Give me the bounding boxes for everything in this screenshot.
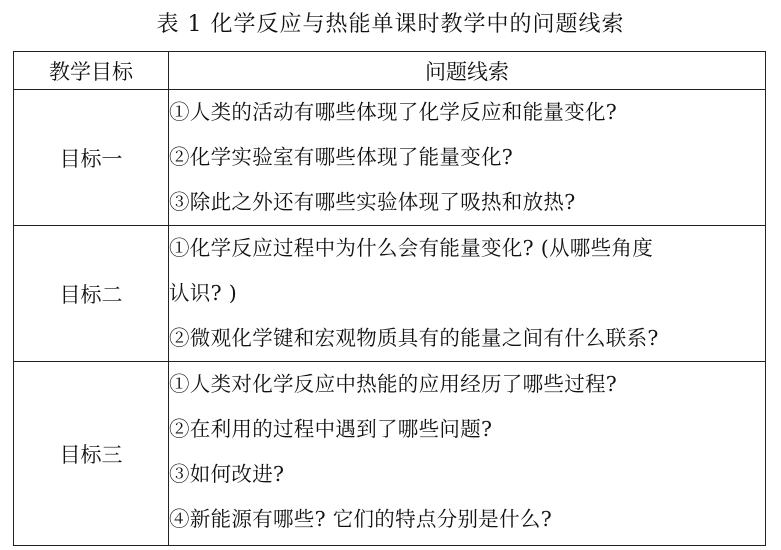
cue-line: ④新能源有哪些? 它们的特点分别是什么? (169, 507, 552, 531)
goal-cell: 目标二 (14, 226, 169, 362)
table-row (14, 226, 766, 362)
table-caption: 表 1 化学反应与热能单课时教学中的问题线索 (156, 12, 625, 37)
goal-cell: 目标一 (14, 90, 169, 226)
cue-cell (169, 226, 766, 362)
cue-line: ①化学反应过程中为什么会有能量变化? (从哪些角度 (169, 236, 654, 260)
question-cue-table (13, 51, 766, 546)
cue-line: ②微观化学键和宏观物质具有的能量之间有什么联系? (169, 326, 659, 350)
cue-line: ②化学实验室有哪些体现了能量变化? (169, 145, 514, 169)
goal-cell: 目标三 (14, 362, 169, 546)
table-row (14, 362, 766, 546)
cue-line: ①人类对化学反应中热能的应用经历了哪些过程? (169, 372, 618, 396)
header-question-cues: 问题线索 (169, 52, 766, 90)
table-row (14, 90, 766, 226)
header-teaching-goal: 教学目标 (14, 52, 169, 90)
cue-line: ①人类的活动有哪些体现了化学反应和能量变化? (169, 100, 618, 124)
cue-line: 认识? ) (169, 281, 238, 305)
table-header-row (14, 52, 766, 90)
cue-line: ③如何改进? (169, 462, 285, 486)
cue-line: ③除此之外还有哪些实验体现了吸热和放热? (169, 190, 576, 214)
cue-cell (169, 90, 766, 226)
cue-line: ②在利用的过程中遇到了哪些问题? (169, 417, 493, 441)
cue-cell (169, 362, 766, 546)
